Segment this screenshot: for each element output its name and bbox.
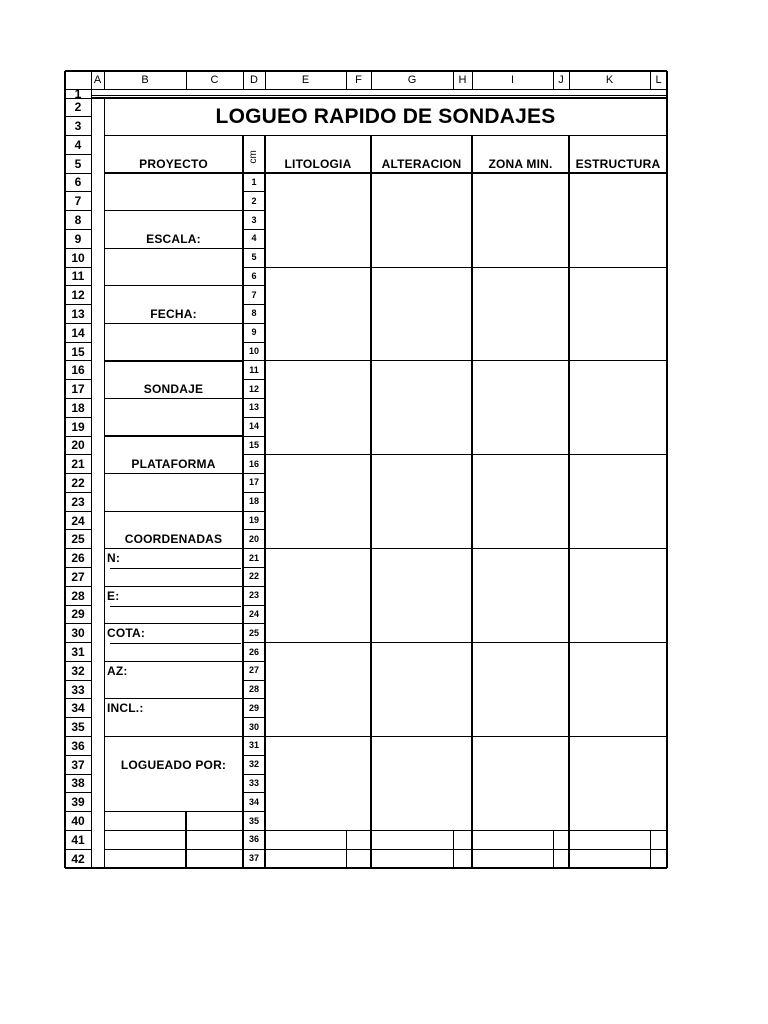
e-coord-label: E:	[107, 588, 120, 603]
h-line	[104, 623, 243, 624]
cm-mark-26[interactable]: 26	[248, 646, 259, 657]
cm-mark-9[interactable]: 9	[251, 327, 257, 338]
row-header-25[interactable]: 25	[71, 532, 85, 547]
row-header-38[interactable]: 38	[71, 776, 85, 791]
row-header-16[interactable]: 16	[71, 363, 85, 378]
fecha-label: FECHA:	[150, 306, 197, 321]
logueado-por-label: LOGUEADO POR:	[120, 757, 227, 772]
row-header-24[interactable]: 24	[71, 513, 85, 528]
column-header-l[interactable]: L	[655, 73, 662, 86]
h-line	[265, 736, 667, 737]
incl-label: INCL.:	[107, 701, 144, 716]
h-line	[104, 548, 243, 549]
cm-mark-37[interactable]: 37	[248, 853, 259, 864]
h-line	[265, 849, 667, 850]
column-header-j[interactable]: J	[558, 73, 564, 86]
h-line	[104, 811, 243, 812]
cm-mark-33[interactable]: 33	[248, 777, 259, 788]
h-line	[243, 868, 265, 869]
h-line	[265, 830, 667, 832]
h-line	[265, 548, 667, 549]
row-header-9[interactable]: 9	[74, 231, 82, 246]
row-header-31[interactable]: 31	[71, 645, 85, 659]
cm-unit-label: cm	[247, 149, 259, 163]
column-header-b[interactable]: B	[141, 73, 149, 86]
row-header-28[interactable]: 28	[71, 588, 85, 603]
row-header-39[interactable]: 39	[71, 795, 85, 810]
cm-mark-29[interactable]: 29	[248, 702, 259, 713]
h-line	[104, 736, 243, 737]
cm-mark-12[interactable]: 12	[248, 383, 259, 394]
row-header-33[interactable]: 33	[71, 682, 85, 697]
cm-mark-3[interactable]: 3	[251, 214, 257, 225]
row-header-42[interactable]: 42	[71, 851, 85, 866]
h-line	[91, 95, 667, 96]
row-header-21[interactable]: 21	[71, 457, 85, 472]
cm-mark-30[interactable]: 30	[248, 721, 259, 732]
cm-mark-11[interactable]: 11	[249, 364, 259, 375]
v-line	[471, 136, 473, 868]
cm-mark-36[interactable]: 36	[248, 834, 259, 845]
row-header-32[interactable]: 32	[71, 663, 85, 678]
row-header-19[interactable]: 19	[71, 419, 85, 434]
coordenadas-label: COORDENADAS	[124, 532, 223, 547]
h-line	[104, 698, 243, 699]
h-line	[104, 285, 243, 286]
row-header-3[interactable]: 3	[74, 119, 82, 134]
v-line	[553, 830, 554, 868]
h-line	[104, 511, 243, 512]
alteracion-header: ALTERACION	[381, 156, 462, 171]
h-line	[104, 210, 243, 211]
cm-mark-16[interactable]: 16	[248, 458, 259, 469]
h-line	[110, 606, 241, 607]
cm-mark-10[interactable]: 10	[248, 346, 259, 357]
cm-mark-22[interactable]: 22	[248, 571, 259, 582]
row-header-1[interactable]: 1	[74, 89, 82, 98]
row-header-11[interactable]: 11	[71, 269, 85, 284]
cm-mark-5[interactable]: 5	[251, 252, 257, 263]
v-line	[650, 830, 651, 831]
cm-mark-25[interactable]: 25	[248, 627, 259, 638]
cm-mark-27[interactable]: 27	[248, 665, 259, 676]
v-line	[568, 136, 569, 868]
row-header-4[interactable]: 4	[74, 137, 82, 152]
v-line	[453, 830, 454, 868]
h-line	[104, 586, 243, 587]
cm-mark-17[interactable]: 17	[248, 477, 259, 488]
row-header-17[interactable]: 17	[71, 382, 85, 397]
row-header-2[interactable]: 2	[74, 100, 82, 115]
h-line	[265, 360, 667, 361]
row-header-18[interactable]: 18	[71, 400, 85, 415]
plataforma-label: PLATAFORMA	[131, 457, 216, 472]
column-header-c[interactable]: C	[210, 73, 219, 86]
litologia-header: LITOLOGIA	[284, 156, 352, 171]
cm-mark-13[interactable]: 13	[248, 402, 259, 413]
h-line	[265, 267, 667, 268]
h-line	[110, 568, 241, 569]
row-header-29[interactable]: 29	[71, 607, 85, 622]
v-line	[650, 830, 651, 868]
form-title: LOGUEO RAPIDO DE SONDAJES	[215, 105, 556, 129]
cm-mark-2[interactable]: 2	[251, 195, 257, 206]
cm-mark-32[interactable]: 32	[248, 759, 259, 770]
h-line	[65, 868, 91, 869]
estructura-header: ESTRUCTURA	[575, 156, 661, 171]
proyecto-label: PROYECTO	[139, 156, 208, 171]
v-line	[185, 812, 186, 868]
column-header-d[interactable]: D	[250, 73, 258, 86]
cm-mark-4[interactable]: 4	[251, 233, 257, 244]
cm-mark-35[interactable]: 35	[248, 815, 259, 826]
row-header-41[interactable]: 41	[71, 832, 85, 847]
column-header-i[interactable]: I	[510, 73, 515, 86]
h-line	[104, 360, 243, 361]
column-header-e[interactable]: E	[301, 73, 310, 86]
cm-mark-31[interactable]: 31	[248, 740, 259, 751]
v-line	[370, 136, 371, 868]
column-header-k[interactable]: K	[605, 73, 614, 86]
column-header-h[interactable]: H	[458, 73, 467, 86]
v-line	[346, 830, 347, 831]
cm-mark-34[interactable]: 34	[248, 796, 259, 807]
h-line	[265, 454, 667, 455]
row-header-12[interactable]: 12	[71, 288, 85, 303]
row-header-34[interactable]: 34	[71, 701, 85, 716]
h-line	[110, 643, 241, 644]
h-line	[104, 172, 667, 174]
row-header-7[interactable]: 7	[74, 194, 82, 209]
row-header-15[interactable]: 15	[71, 344, 85, 359]
row-header-26[interactable]: 26	[71, 551, 85, 566]
cm-mark-19[interactable]: 19	[248, 515, 259, 526]
h-line	[104, 435, 243, 436]
row-header-27[interactable]: 27	[71, 569, 85, 584]
row-header-20[interactable]: 20	[71, 438, 85, 453]
cm-mark-6[interactable]: 6	[251, 270, 257, 281]
v-line	[553, 830, 554, 831]
zona-min-header: ZONA MIN.	[488, 156, 553, 171]
cm-mark-23[interactable]: 23	[248, 590, 259, 601]
row-header-22[interactable]: 22	[71, 475, 85, 490]
cm-mark-24[interactable]: 24	[248, 608, 259, 619]
cm-mark-7[interactable]: 7	[251, 289, 257, 300]
column-header-g[interactable]: G	[407, 73, 417, 86]
row-header-13[interactable]: 13	[71, 306, 85, 321]
h-line	[104, 830, 243, 832]
escala-label: ESCALA:	[146, 231, 201, 246]
cm-mark-15[interactable]: 15	[248, 439, 259, 450]
v-line	[453, 830, 454, 831]
row-header-14[interactable]: 14	[71, 325, 85, 340]
row-header-36[interactable]: 36	[71, 738, 85, 753]
row-header-23[interactable]: 23	[71, 494, 85, 509]
row-header-8[interactable]: 8	[74, 213, 82, 228]
row-header-5[interactable]: 5	[74, 156, 82, 171]
cm-mark-8[interactable]: 8	[251, 308, 257, 319]
cm-mark-1[interactable]: 1	[251, 176, 257, 187]
column-header-f[interactable]: F	[355, 73, 362, 86]
h-line	[265, 642, 667, 643]
v-line	[666, 71, 668, 868]
row-header-35[interactable]: 35	[71, 720, 85, 735]
cm-mark-20[interactable]: 20	[248, 533, 259, 544]
cota-label: COTA:	[107, 626, 146, 641]
n-coord-label: N:	[107, 551, 121, 566]
column-header-a[interactable]: A	[93, 73, 102, 86]
v-line	[346, 830, 347, 868]
cm-mark-18[interactable]: 18	[248, 496, 259, 507]
cm-mark-14[interactable]: 14	[248, 421, 259, 432]
az-label: AZ:	[107, 663, 128, 678]
h-line	[104, 661, 243, 662]
cm-mark-28[interactable]: 28	[248, 684, 259, 695]
h-line	[104, 135, 667, 137]
row-header-37[interactable]: 37	[71, 757, 85, 772]
row-header-10[interactable]: 10	[71, 250, 85, 265]
v-line	[104, 98, 105, 868]
row-header-6[interactable]: 6	[74, 175, 82, 190]
h-line	[104, 849, 243, 850]
row-header-30[interactable]: 30	[71, 626, 85, 641]
h-line	[65, 867, 667, 869]
sondaje-label: SONDAJE	[143, 382, 204, 397]
row-header-40[interactable]: 40	[71, 814, 85, 829]
cm-mark-21[interactable]: 21	[248, 552, 259, 563]
